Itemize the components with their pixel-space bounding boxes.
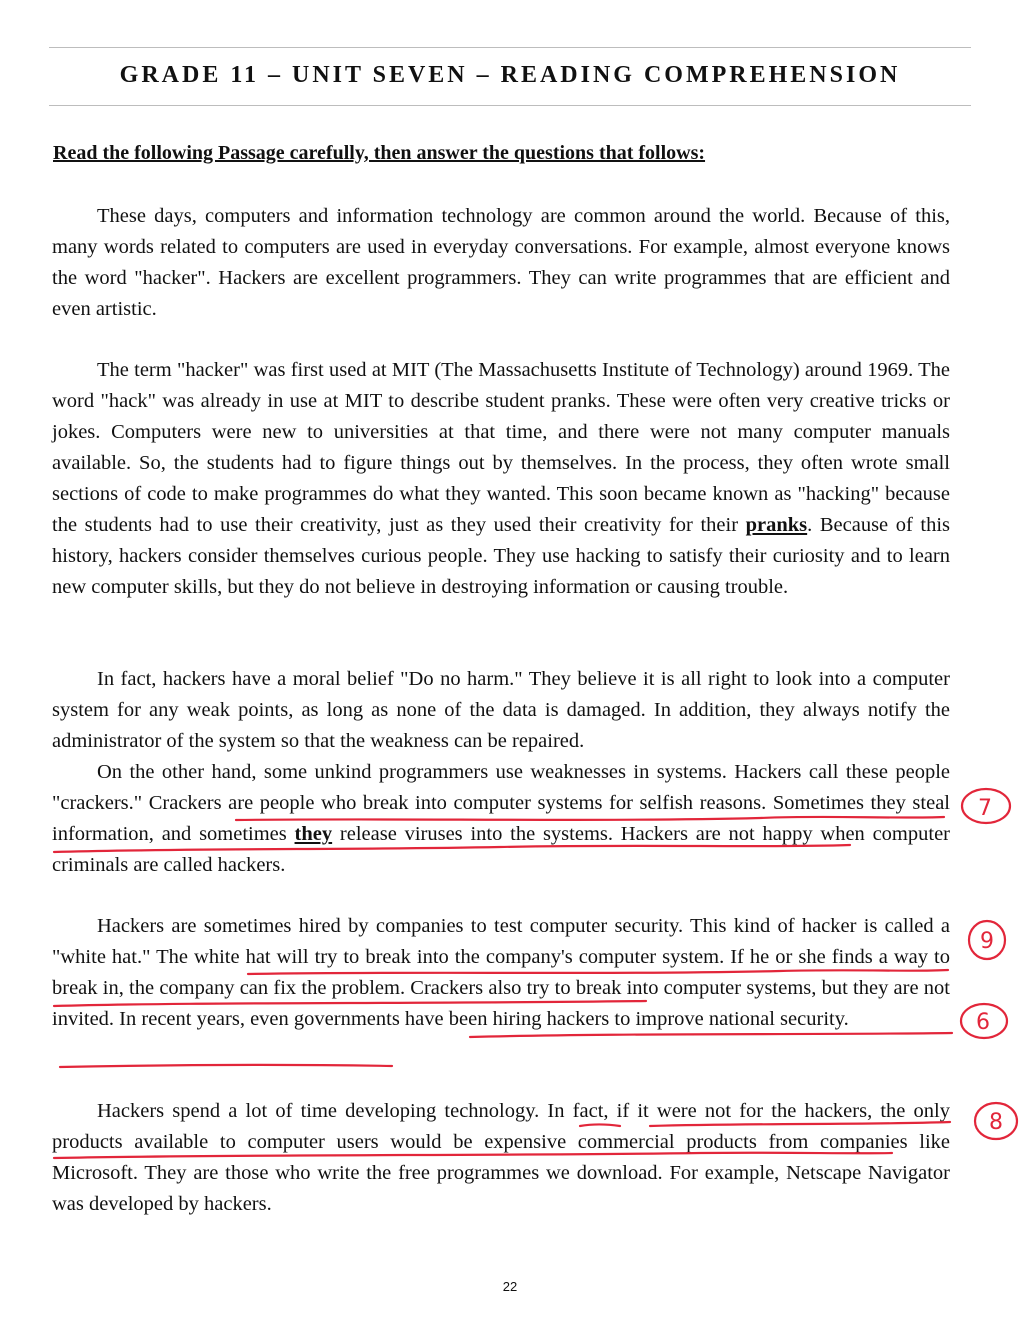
question-number-6: 6	[976, 1010, 990, 1035]
keyword-they: they	[294, 823, 333, 845]
paragraph-2-text-a: The term "hacker" was first used at MIT (The Massachusetts Institute of Technology) around 1969. The word "hack" was already in use at MIT to describe student pranks. These were often very creative tricks or jokes. Computers were new to universities at that time, and there were not many computer manuals available. So, the students had to figure things out by themselves. In the process, they often wrote small sections of code to make programmes do what they wanted. This soon became known as "hacking" because the students had to use their creativity, just as they used their creativity for their	[52, 359, 950, 536]
paragraph-2-text-b: . Because of this history, hackers consider themselves curious people. They use hacking to satisfy their curiosity and to learn new computer skills, but they do not believe in destroying information or causing trouble.	[52, 514, 951, 598]
page-number: 22	[502, 1279, 518, 1294]
question-marker-8	[975, 1103, 1017, 1139]
circle-8	[975, 1103, 1017, 1139]
keyword-pranks: pranks	[745, 514, 808, 536]
paragraph-4-text-b: release viruses into the systems. Hackers are not happy when computer criminals are called hackers.	[52, 823, 950, 876]
question-marker-6	[961, 1004, 1007, 1038]
circle-9	[969, 921, 1005, 959]
instruction-heading: Read the following Passage carefully, then answer the questions that follows:	[53, 142, 706, 164]
question-number-9: 9	[980, 929, 994, 954]
question-marker-7	[962, 789, 1010, 823]
paragraph-4	[52, 757, 950, 881]
underline-governments-line-2	[60, 1065, 392, 1067]
circle-7	[962, 789, 1010, 823]
paragraph-2	[52, 355, 950, 603]
paragraph-5: Hackers are sometimes hired by companies to test computer security. This kind of hacker is called a "white hat." The white hat will try to break into the company's computer system. If he or she finds a way to break in, the company can fix the problem. Crackers also try to break into computer systems, but they are not invited. In recent years, even governments have been hiring hackers to improve national security.	[52, 915, 950, 1030]
paragraph-1: These days, computers and information technology are common around the world. Because of this, many words related to computers are used in everyday conversations. For example, almost everyone knows the word "hacker". Hackers are excellent programmers. They can write programmes that are efficient and even artistic.	[52, 205, 950, 320]
paragraph-4-text-a: On the other hand, some unkind programmers use weaknesses in systems. Hackers call these people "crackers." Crackers are people who break into computer systems for selfish reasons. Sometimes they steal information, and sometimes	[52, 761, 950, 845]
paragraph-3: In fact, hackers have a moral belief "Do no harm." They believe it is all right to look into a computer system for any weak points, as long as none of the data is damaged. In addition, they always notify the administrator of the system so that the weakness can be repaired.	[52, 668, 950, 752]
page-title: GRADE 11 – UNIT SEVEN – READING COMPREHENSION	[119, 62, 901, 88]
header-top-rule	[49, 47, 971, 48]
question-number-8: 8	[989, 1110, 1003, 1135]
header-bottom-rule	[49, 105, 971, 106]
question-number-7: 7	[978, 796, 992, 821]
question-marker-9	[969, 921, 1005, 959]
paragraph-6: Hackers spend a lot of time developing technology. In fact, if it were not for the hackers, the only products available to computer users would be expensive commercial products from companies like Microsoft. They are those who write the free programmes we download. For example, Netscape Navigator was developed by hackers.	[52, 1100, 950, 1215]
circle-6	[961, 1004, 1007, 1038]
